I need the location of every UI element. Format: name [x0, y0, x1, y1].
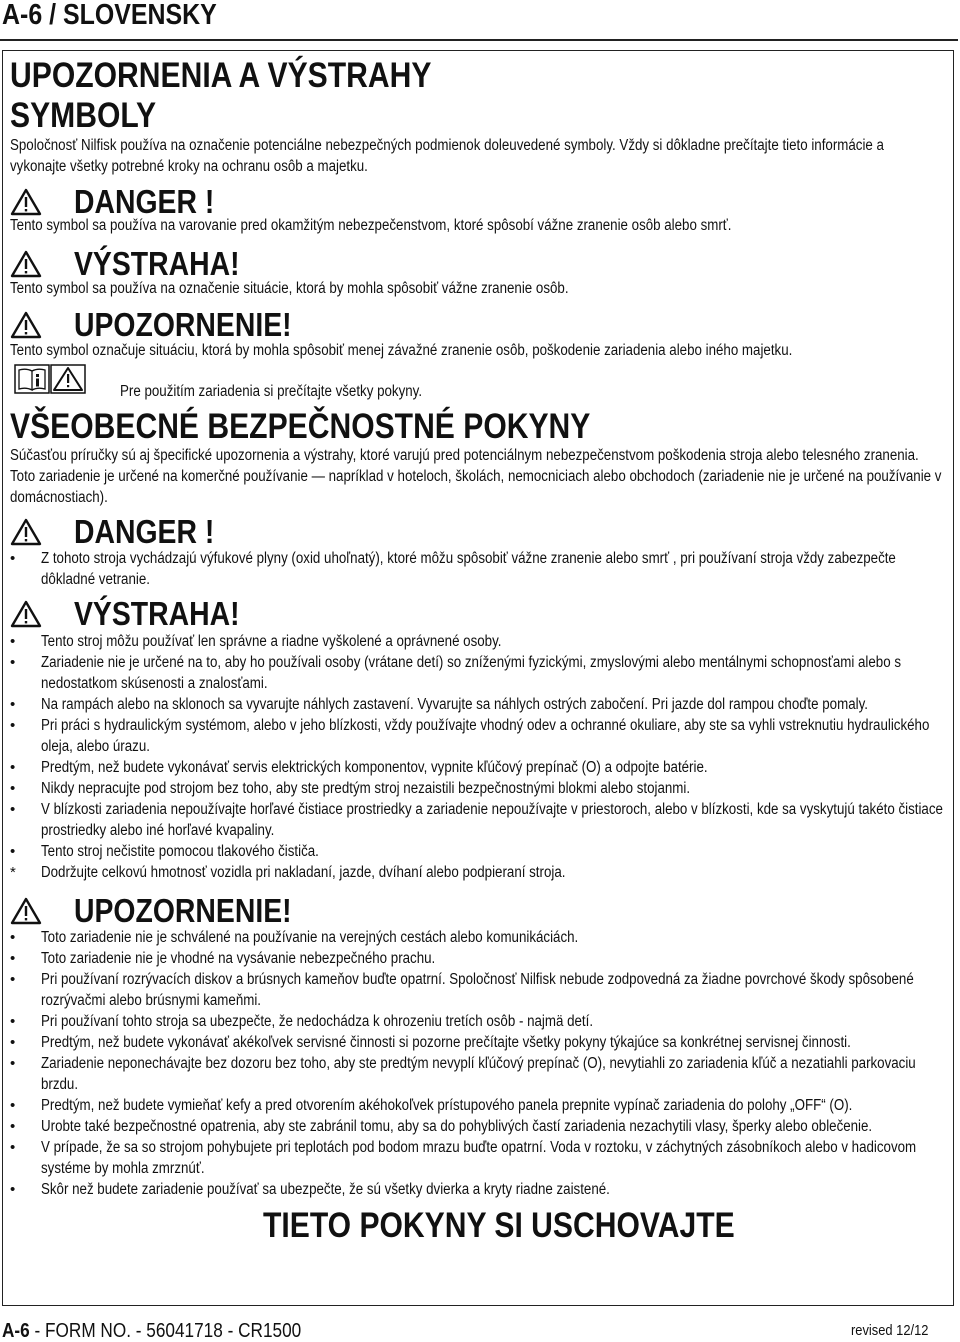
list-item-text: Urobte také bezpečnostné opatrenia, aby ste zabránil tomu, aby sa do pohyblivých častí zariadenia nezachytili vlasy, šperky alebo oblečenie.: [41, 1118, 873, 1135]
warning-triangle-icon: [10, 250, 42, 278]
general-safety-intro: [10, 445, 960, 508]
bullet: •: [10, 717, 16, 734]
section-title-warnings: [10, 58, 500, 94]
section-title-symbols: [10, 98, 180, 134]
list-item: [0, 948, 960, 969]
section-title-warnings-text: UPOZORNENIA A VÝSTRAHY: [10, 56, 432, 95]
bullet: •: [10, 633, 16, 650]
list-item: [0, 548, 960, 590]
list-item: [0, 1011, 960, 1032]
warning-label-2-text: VÝSTRAHA!: [74, 595, 240, 632]
list-item-text: Pri používaní tohto stroja sa ubezpečte, že nedochádza k ohrozeniu tretích osôb - najmä detí.: [41, 1013, 594, 1030]
bullet: •: [10, 1013, 16, 1030]
bullet: •: [10, 759, 16, 776]
section-title-general-safety-text: VŠEOBECNÉ BEZPEČNOSTNÉ POKYNY: [10, 407, 591, 446]
list-item: [0, 1053, 960, 1095]
bullet: •: [10, 1118, 16, 1135]
caution-list: [0, 927, 960, 1200]
bullet: •: [10, 696, 16, 713]
list-item-text: V blízkosti zariadenia nepoužívajte horľavé čistiace prostriedky a zariadenie nepoužívajte v priestoroch, alebo v blízkosti, kde sa vyskytujú takéto čistiace prostriedky alebo iné horľavé kvapaliny.: [41, 801, 943, 839]
list-item: [0, 778, 960, 799]
list-item: [0, 715, 960, 757]
list-item-text: Tento stroj môžu používať len správne a riadne vyškolené a oprávnené osoby.: [41, 633, 502, 650]
list-item-text: Predtým, než budete vykonávať servis elektrických komponentov, vypnite kľúčový prepínač (O) a odpojte batérie.: [41, 759, 708, 776]
caution-sign-2: [10, 894, 327, 928]
list-item: [0, 652, 960, 694]
warning-triangle-icon: [10, 518, 42, 546]
footer-page-ref: A-6: [2, 1320, 30, 1342]
list-item-text: Na rampách alebo na sklonoch sa vyvarujte náhlych zastavení. Vyvarujte sa náhlych ostrých zabočení. Pri jazde dol rampou choďte pomaly.: [41, 696, 868, 713]
list-item-text: Pri používaní rozrývacích diskov a brúsnych kameňov buďte opatrní. Spoločnosť Nilfisk nebude zodpovedná za žiadne povrchové škody spôsobené rozrývačmi alebo brúsnymi kameňmi.: [41, 971, 914, 1009]
warning-label: [74, 247, 267, 281]
bullet: •: [10, 843, 16, 860]
list-item-text: Predtým, než budete vykonávať akékoľvek servisné činnosti si pozorne prečítajte všetky pokyny týkajúce sa konkrétnej servisnej činnosti.: [41, 1034, 851, 1051]
bullet: •: [10, 1055, 16, 1072]
keep-instructions-text: TIETO POKYNY SI USCHOVAJTE: [263, 1206, 735, 1245]
warning-label-text: VÝSTRAHA!: [74, 245, 240, 282]
bullet: •: [10, 654, 16, 671]
list-item: [0, 927, 960, 948]
bullet: •: [10, 550, 16, 567]
footer-revision-text: revised 12/12: [851, 1322, 929, 1339]
footer-form-text: - FORM NO. - 56041718 - CR1500: [34, 1320, 302, 1342]
list-item: [0, 841, 960, 862]
list-item: [0, 969, 960, 1011]
warning-description: [10, 278, 659, 299]
page-header-title: [2, 0, 958, 30]
list-item: [0, 1116, 960, 1137]
list-item: [0, 631, 960, 652]
list-item-text: Pri práci s hydraulickým systémom, alebo v jeho blízkosti, vždy používajte vhodný odev a ochranné okuliare, aby ste sa vyhli vstreknutiu hydraulického oleja, alebo úrazu.: [41, 717, 930, 755]
danger-sign: [10, 185, 237, 219]
section-title-general-safety: [10, 409, 685, 445]
read-manual-icon: [14, 364, 86, 394]
list-item-text: Toto zariadenie nie je vhodné na vysávanie nebezpečného prachu.: [41, 950, 436, 967]
footer-revision: [851, 1322, 941, 1340]
header-title-text: A-6 / SLOVENSKY: [2, 0, 217, 31]
warning-sign-2: [10, 597, 267, 631]
list-item-text: Toto zariadenie nie je schválené na používanie na verejných cestách alebo komunikáciách.: [41, 929, 579, 946]
warning-triangle-icon: [10, 600, 42, 628]
list-item-text: Zariadenie nie je určené na to, aby ho používali osoby (vrátane detí) so zníženými fyzickými, zmyslovými alebo mentálnymi schopnosťami alebo s nedostatkom skúsenosti a znalosťami.: [41, 654, 901, 692]
danger-list: [0, 548, 960, 590]
footer-form-number: [2, 1320, 350, 1342]
danger-sign-2: [10, 515, 237, 549]
list-item: [0, 1095, 960, 1116]
danger-label-text: DANGER !: [74, 183, 215, 220]
bullet: •: [10, 1034, 16, 1051]
list-item: [0, 757, 960, 778]
bullet: •: [10, 971, 16, 988]
keep-instructions-heading: [263, 1208, 811, 1244]
header-rule: [0, 39, 958, 41]
bullet: *: [10, 864, 16, 881]
bullet: •: [10, 950, 16, 967]
list-item: [0, 862, 960, 883]
warning-list: [0, 631, 960, 883]
danger-label: [74, 185, 237, 219]
list-item: [0, 694, 960, 715]
bullet: •: [10, 801, 16, 818]
warning-label-2: [74, 597, 267, 631]
bullet: •: [10, 780, 16, 797]
symbols-intro: [10, 135, 960, 177]
list-item-text: Predtým, než budete vymieňať kefy a pred otvorením akéhokoľvek prístupového panela prepnite vypínač zariadenia do polohy „OFF“ (O).: [41, 1097, 853, 1114]
read-manual-text: [120, 383, 471, 401]
list-item-text: Tento stroj nečistite pomocou tlakového čističa.: [41, 843, 319, 860]
caution-description: [10, 340, 920, 361]
list-item: [0, 1032, 960, 1053]
caution-label-2-text: UPOZORNENIE!: [74, 892, 292, 929]
bullet: •: [10, 1181, 16, 1198]
list-item-text: V prípade, že sa so strojom pohybujete pri teplotách pod bodom mrazu buďte opatrní. Voda v roztoku, v záchytných zásobníkoch alebo v hadicovom systéme by mohla zmrznúť.: [41, 1139, 917, 1177]
list-item-text: Zariadenie neponechávajte bez dozoru bez toho, aby ste predtým nevyplí kľúčový prepínač (O), nevytiahli zo zariadenia kľúč a nezatiahli parkovaciu brzdu.: [41, 1055, 916, 1093]
list-item: [0, 799, 960, 841]
caution-label: [74, 308, 327, 342]
bullet: •: [10, 1097, 16, 1114]
bullet: •: [10, 929, 16, 946]
list-item-text: Dodržujte celkovú hmotnosť vozidla pri nakladaní, jazde, dvíhaní alebo podpieraní stroja.: [41, 864, 566, 881]
danger-label-2-text: DANGER !: [74, 513, 215, 550]
section-title-symbols-text: SYMBOLY: [10, 96, 157, 135]
read-manual-notice: [14, 364, 423, 400]
warning-triangle-icon: [10, 188, 42, 216]
bullet: •: [10, 1139, 16, 1156]
warning-triangle-icon: [10, 897, 42, 925]
caution-description-text: Tento symbol označuje situáciu, ktorá by mohla spôsobiť menej závažné zranenie osôb, poškodenie zariadenia alebo iného majetku.: [10, 342, 793, 359]
danger-label-2: [74, 515, 237, 549]
page-header: [2, 0, 958, 30]
caution-sign: [10, 308, 327, 342]
list-item-text: Z tohoto stroja vychádzajú výfukové plyny (oxid uhoľnatý), ktoré môžu spôsobiť vážne zranenie alebo smrť , pri používaní stroja vždy zabezpečte dôkladné vetranie.: [41, 550, 896, 588]
list-item: [0, 1179, 960, 1200]
list-item-text: Nikdy nepracujte pod strojom bez toho, aby ste predtým stroj nezaistili bezpečnostnými blokmi alebo stojanmi.: [41, 780, 691, 797]
list-item-text: Skôr než budete zariadenie používať sa ubezpečte, že sú všetky dvierka a kryty riadne zaistené.: [41, 1181, 610, 1198]
warning-triangle-icon: [10, 311, 42, 339]
danger-description-text: Tento symbol sa používa na varovanie pred okamžitým nebezpečenstvom, ktoré spôsobí vážne zranenie osôb alebo smrť.: [10, 217, 732, 234]
danger-description: [10, 215, 849, 236]
read-manual-text-inner: Pre použitím zariadenia si prečítajte všetky pokyny.: [120, 383, 423, 400]
warning-description-text: Tento symbol sa používa na označenie situácie, ktorá by mohla spôsobiť vážne zranenie osôb.: [10, 280, 569, 297]
symbols-intro-text: Spoločnosť Nilfisk používa na označenie potenciálne nebezpečných podmienok doleuvedené symboly. Vždy si dôkladne prečítajte tieto informácie a vykonajte všetky potrebné kroky na ochranu osôb a majetku.: [10, 137, 884, 175]
list-item: [0, 1137, 960, 1179]
general-safety-intro-text: Súčasťou príručky sú aj špecifické upozornenia a výstrahy, ktoré varujú pred potenciálnym nebezpečenstvom poškodenia stroja alebo telesného zranenia. Toto zariadenie je určené na komerčné používanie — napríklad v hoteloch, školách, nemocniciach alebo obchodoch (zariadenie nie je určené na používanie v domácnostiach).: [10, 447, 942, 506]
warning-sign: [10, 247, 267, 281]
caution-label-2: [74, 894, 327, 928]
caution-label-text: UPOZORNENIE!: [74, 306, 292, 343]
